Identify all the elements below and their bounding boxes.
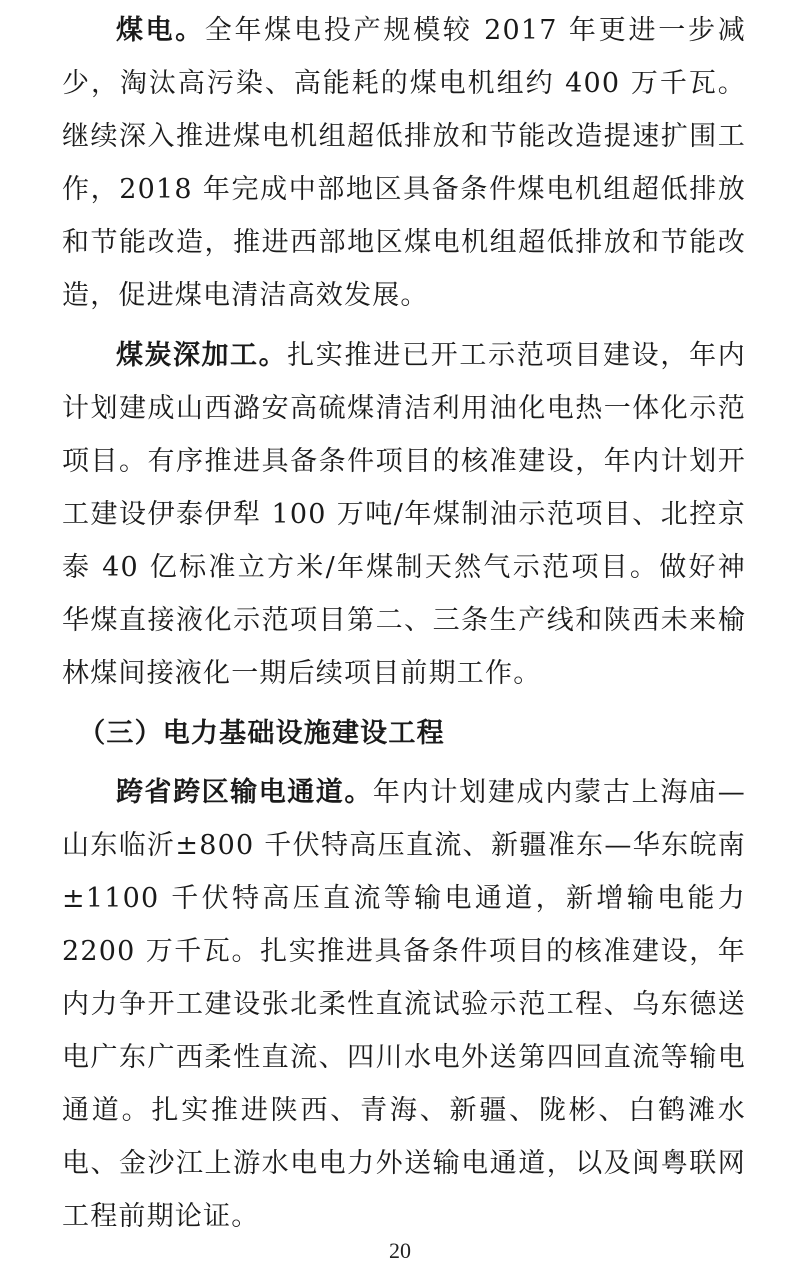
page-number: 20 bbox=[389, 1238, 411, 1263]
paragraph-lead-transmission: 跨省跨区输电通道。 bbox=[116, 777, 373, 808]
section-heading: （三）电力基础设施建设工程 bbox=[78, 718, 445, 749]
paragraph-coal-power bbox=[62, 4, 746, 322]
page-content bbox=[62, 4, 746, 1250]
paragraph-text-transmission: 年内计划建成内蒙古上海庙—山东临沂±800 千伏特高压直流、新疆准东—华东皖南±1100 千伏特高压直流等输电通道，新增输电能力 2200 万千瓦。扎实推进具备条件项目的核准建设，年内力争开工建设张北柔性直流试验示范工程、乌东德送电广东广西柔性直流、四川水电外送第四回直流等输电通道。扎实推进陕西、青海、新疆、陇彬、白鹤滩水电、金沙江上游水电电力外送输电通道，以及闽粤联网工程前期论证。 bbox=[62, 777, 746, 1232]
paragraph-text-coal-power: 全年煤电投产规模较 2017 年更进一步减少，淘汰高污染、高能耗的煤电机组约 400 万千瓦。继续深入推进煤电机组超低排放和节能改造提速扩围工作，2018 年完成中部地区具备条件煤电机组超低排放和节能改造，推进西部地区煤电机组超低排放和节能改造，促进煤电清洁高效发展。 bbox=[62, 15, 747, 311]
paragraph-coal-processing bbox=[62, 329, 746, 700]
paragraph-text-coal-processing: 扎实推进已开工示范项目建设，年内计划建成山西潞安高硫煤清洁利用油化电热一体化示范项目。有序推进具备条件项目的核准建设，年内计划开工建设伊泰伊犁 100 万吨/年煤制油示范项目、北控京泰 40 亿标准立方米/年煤制天然气示范项目。做好神华煤直接液化示范项目第二、三条生产线和陕西未来榆林煤间接液化一期后续项目前期工作。 bbox=[62, 340, 747, 689]
paragraph-transmission bbox=[62, 766, 746, 1243]
paragraph-lead-coal-power: 煤电。 bbox=[116, 15, 205, 46]
paragraph-lead-coal-processing: 煤炭深加工。 bbox=[116, 340, 288, 371]
